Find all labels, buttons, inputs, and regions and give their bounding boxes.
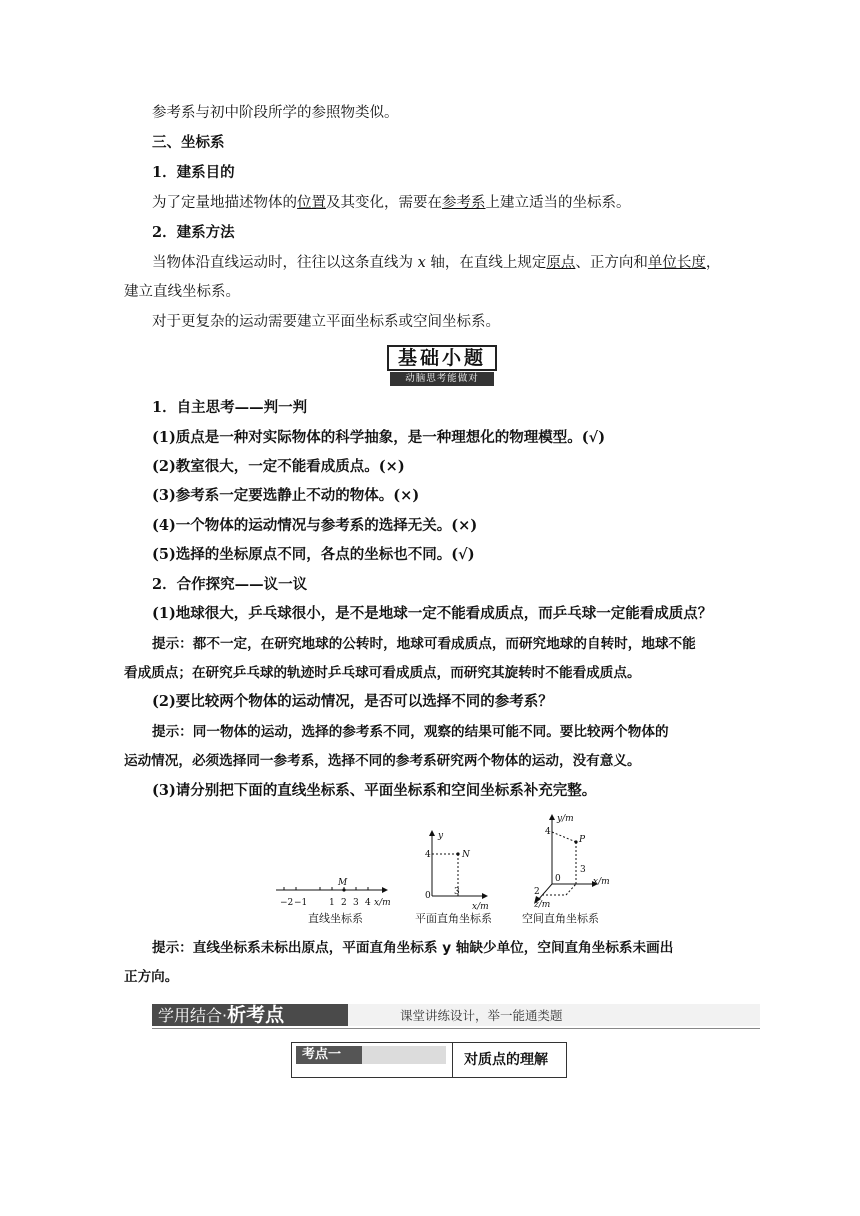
underlined-term: 位置 [297, 195, 326, 211]
underlined-term: 单位长度 [647, 255, 706, 271]
origin-label: 0 [425, 891, 431, 901]
space-coordinate-system [522, 814, 610, 925]
banner-rule [152, 1028, 760, 1029]
tick-label: 3 [580, 865, 586, 875]
divider [452, 1043, 453, 1077]
axis-label-y: y/m [557, 814, 574, 824]
tick-label: 3 [454, 887, 460, 897]
heading-purpose: 1．建系目的 [152, 164, 235, 181]
test-point-tag: 考点一 [296, 1046, 362, 1064]
paragraph-purpose [152, 193, 631, 213]
paragraph-reference-frame: 参考系与初中阶段所学的参照物类似。 [152, 105, 399, 121]
section-banner [152, 1004, 760, 1030]
badge-subtitle: 动脑思考能做对 [390, 372, 494, 386]
tick-label: −1 [294, 898, 308, 908]
heading-coordinate-system: 三、坐标系 [152, 134, 225, 151]
line-coordinate-system [276, 878, 391, 925]
question2-heading: 2．合作探究——议一议 [152, 576, 308, 593]
hint-2b: 运动情况，必须选择同一参考系，选择不同的参考系研究两个物体的运动，没有意义。 [124, 753, 641, 769]
tick-label: 4 [365, 898, 371, 908]
text: ， [705, 255, 721, 271]
axis-label-x: x/m [374, 898, 391, 908]
hint-3b: 正方向。 [124, 969, 179, 985]
text: 轴，在直线上规定 [425, 255, 547, 271]
variable-x: x [417, 255, 426, 271]
axis-label-z: z/m [534, 900, 551, 910]
underlined-term: 原点 [546, 255, 576, 271]
heading-method: 2．建系方法 [152, 224, 235, 241]
paragraph-complex: 对于更复杂的运动需要建立平面坐标系或空间坐标系。 [152, 314, 500, 330]
tick-label: 3 [353, 898, 359, 908]
underlined-term: 参考系 [442, 195, 486, 211]
text: 、正方向和 [575, 255, 648, 271]
point-label-m: M [338, 878, 348, 888]
judge-item: (4)一个物体的运动情况与参考系的选择无关。(×) [152, 517, 478, 534]
question1-heading: 1．自主思考——判一判 [152, 399, 308, 416]
caption-plane: 平面直角坐标系 [415, 912, 492, 925]
caption-space: 空间直角坐标系 [522, 912, 599, 925]
axis-label-x: x/m [593, 877, 610, 887]
axis-label-y: y [438, 831, 444, 841]
tick-label: −2 [280, 898, 294, 908]
judge-item: (5)选择的坐标原点不同，各点的坐标也不同。(√) [152, 546, 475, 563]
text: 及其变化，需要在 [326, 195, 442, 211]
caption-line: 直线坐标系 [308, 912, 363, 925]
test-point-title: 对质点的理解 [464, 1052, 548, 1068]
text: 上建立适当的坐标系。 [485, 195, 631, 211]
point-label-n: N [462, 850, 470, 860]
paragraph-method [152, 253, 720, 273]
discuss-question-3: (3)请分别把下面的直线坐标系、平面坐标系和空间坐标系补充完整。 [152, 782, 597, 799]
tick-label: 2 [534, 887, 540, 897]
test-point-box [291, 1042, 567, 1078]
text: 当物体沿直线运动时，往往以这条直线为 [152, 255, 418, 271]
judge-item: (3)参考系一定要选静止不动的物体。(×) [152, 487, 420, 504]
tick-label: 4 [545, 827, 551, 837]
discuss-question-2: (2)要比较两个物体的运动情况，是否可以选择不同的参考系？ [152, 693, 553, 710]
origin-label: 0 [555, 874, 561, 884]
banner-title-prefix: 学用结合· [158, 1006, 228, 1025]
text: 为了定量地描述物体的 [152, 195, 297, 211]
point-label-p: P [579, 835, 586, 845]
hint-3a: 提示：直线坐标系未标出原点，平面直角坐标系 y 轴缺少单位，空间直角坐标系未画出 [152, 940, 674, 956]
tick-label: 2 [341, 898, 347, 908]
hint-2a: 提示：同一物体的运动，选择的参考系不同，观察的结果可能不同。要比较两个物体的 [152, 724, 669, 740]
paragraph-method-cont: 建立直线坐标系。 [124, 284, 240, 300]
hint-1b: 看成质点；在研究乒乓球的轨迹时乒乓球可看成质点，而研究其旋转时不能看成质点。 [124, 665, 641, 681]
tick-label: 1 [329, 898, 335, 908]
badge-title: 基础小题 [387, 345, 497, 371]
banner-subtitle: 课堂讲练设计，举一能通类题 [400, 1008, 563, 1023]
axis-label-x: x/m [472, 902, 489, 912]
discuss-question-1: (1)地球很大，乒乓球很小，是不是地球一定不能看成质点，而乒乓球一定能看成质点？ [152, 605, 713, 622]
basic-questions-badge [387, 345, 497, 387]
tick-label: 4 [425, 850, 431, 860]
hint-1a: 提示：都不一定，在研究地球的公转时，地球可看成质点，而研究地球的自转时，地球不能 [152, 636, 696, 652]
banner-right [348, 1004, 760, 1026]
plane-coordinate-system [415, 830, 492, 925]
judge-item: (1)质点是一种对实际物体的科学抽象，是一种理想化的物理模型。(√) [152, 429, 606, 446]
banner-title-bold: 析考点 [227, 1004, 285, 1026]
judge-item: (2)教室很大，一定不能看成质点。(×) [152, 458, 405, 475]
coordinate-systems-figure [270, 808, 630, 930]
banner-title [152, 1004, 354, 1026]
